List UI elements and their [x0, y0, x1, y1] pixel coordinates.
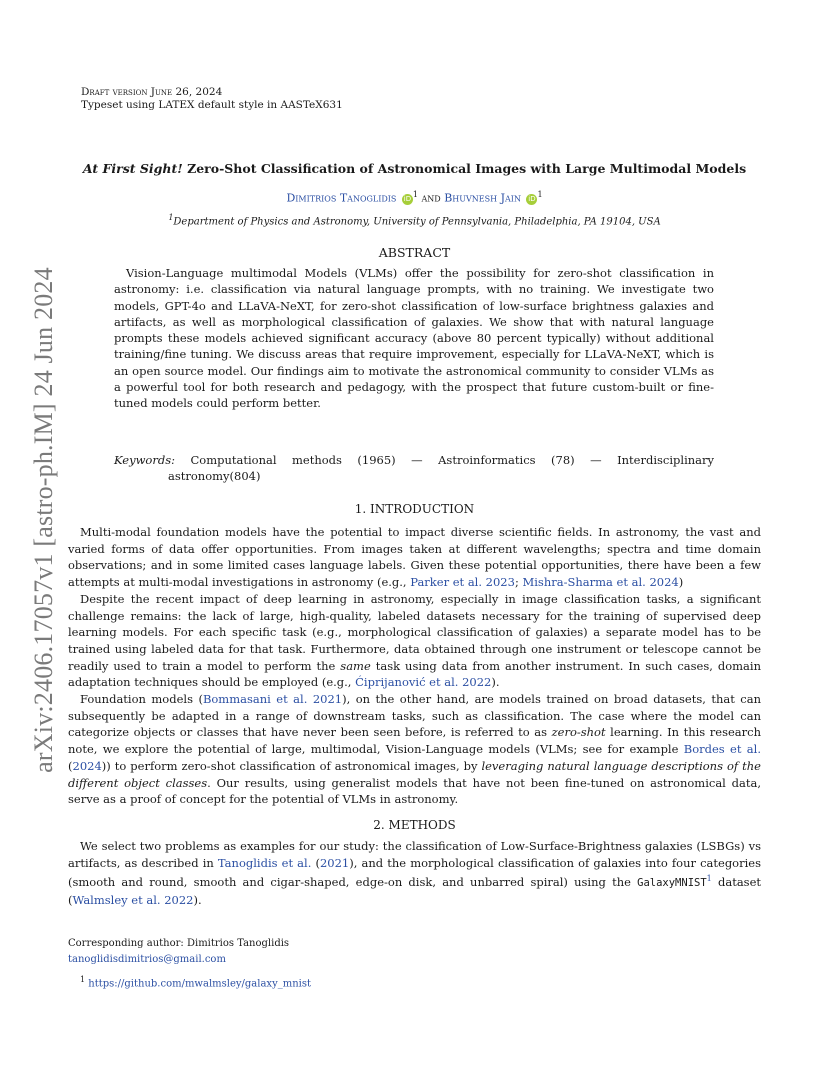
intro-paragraph: [68, 591, 761, 691]
section-heading-methods: 2. METHODS: [373, 818, 456, 832]
citation-link[interactable]: Parker et al. 2023: [410, 575, 515, 590]
intro-paragraph: [68, 691, 761, 808]
arxiv-stamp-text: arXiv:2406.17057v1 [astro-ph.IM] 24 Jun 2024: [29, 267, 58, 773]
emphasis: leveraging natural language descriptions of the different object classes: [68, 758, 761, 790]
dataset-name: GalaxyMNIST: [637, 877, 707, 890]
abstract-heading: ABSTRACT: [378, 245, 451, 260]
introduction-body: [68, 524, 761, 808]
author-list: [68, 190, 761, 205]
text-run: ).: [491, 675, 500, 690]
paper-title: [68, 161, 761, 176]
affiliation-sup: 1: [168, 213, 174, 222]
title-italic: At First Sight!: [82, 161, 183, 176]
section-heading-introduction: 1. INTRODUCTION: [354, 502, 475, 516]
author-affil-sup: 1: [412, 190, 419, 199]
methods-paragraph: [68, 838, 761, 909]
text-run: ).: [193, 892, 202, 907]
text-run: We select two problems as examples for our study: the classification of Low-Surface-Brightness galaxies (LSBGs) vs artifacts, as described in: [68, 839, 761, 870]
text-run: ;: [514, 575, 523, 590]
draft-header: [81, 86, 343, 112]
abstract-text: Vision-Language multimodal Models (VLMs) offer the possibility for zero-shot classification in astronomy: i.e. classification via natural language prompts, with no training. We investigate two models, GPT-4o and LLaVA-NeXT, for zero-shot classification of low-surface brightness galaxies and artifacts, as well as morphological classification of galaxies. We show that with natural language prompts these models achieved significant accuracy (above 80 percent typically) without additional training/fine tuning. We discuss areas that require improvement, especially for LLaVA-NeXT, which is an open source model. Our findings aim to motivate the astronomical community to consider VLMs as a powerful tool for both research and pedagogy, with the prospect that future custom-built or fine-tuned models could perform better.: [114, 266, 714, 411]
text-run: (: [68, 758, 73, 773]
keywords: [114, 452, 714, 485]
emphasis: same: [340, 658, 371, 673]
keywords-label: Keywords:: [114, 453, 175, 467]
text-run: . Our results, using generalist models that have not been fine-tuned on astronomical data, serve as a proof of concept for the potential of VLMs in astronomy.: [68, 775, 761, 807]
footnote-marker[interactable]: 1: [706, 874, 712, 884]
corresponding-author-label: Corresponding author: Dimitrios Tanoglidis: [68, 938, 290, 949]
draft-version: Draft version June 26, 2024: [81, 86, 223, 98]
author-and: and: [421, 191, 445, 205]
author-link-tanoglidis[interactable]: Dimitrios Tanoglidis: [286, 191, 397, 205]
emphasis: zero-shot: [551, 725, 606, 740]
methods-body: [68, 838, 761, 909]
corresponding-author: [68, 936, 289, 968]
text-run: (: [311, 855, 320, 870]
footnote: [80, 975, 311, 989]
text-run: learning. In this research note, we explore the potential of large, multimodal, Vision-Language models (VLMs; see for example: [68, 725, 761, 757]
citation-link[interactable]: 2021: [319, 855, 350, 870]
text-run: task using data from another instrument. In such cases, domain adaptation techniques should be employed (e.g.,: [68, 658, 762, 690]
citation-link[interactable]: Bommasani et al. 2021: [202, 692, 343, 707]
text-run: dataset (: [68, 875, 761, 907]
citation-link[interactable]: Bordes et al.: [683, 742, 761, 757]
text-run: ), on the other hand, are models trained on broad datasets, that can subsequently be adapted in a range of downstream tasks, such as classification. The case where the model can categorize objects or classes that have never been seen before, is referred to as: [68, 692, 762, 740]
typeset-line: Typeset using LATEX default style in AASTeX631: [81, 99, 343, 111]
citation-link[interactable]: 2024: [72, 758, 102, 773]
orcid-icon[interactable]: iD: [403, 194, 412, 203]
text-run: Despite the recent impact of deep learning in astronomy, especially in image classification tasks, a significant challenge remains: the lack of large, high-quality, labeled datasets necessary for the training of supervised deep learning models. For each specific task (e.g., morphological classification of galaxies) a separate model has to be trained using labeled data for that task. Furthermore, data obtained through one instrument or telescope cannot be readily used to train a model to perform the: [68, 591, 761, 673]
email-link[interactable]: tanoglidisdimitrios@gmail.com: [68, 954, 226, 965]
footnote-number: 1: [80, 975, 86, 984]
text-run: Foundation models (: [80, 692, 203, 707]
affiliation: [68, 213, 761, 227]
footnote-url-link[interactable]: https://github.com/mwalmsley/galaxy_mnist: [88, 978, 311, 990]
citation-link[interactable]: Mishra-Sharma et al. 2024: [522, 575, 679, 590]
affiliation-text: Department of Physics and Astronomy, University of Pennsylvania, Philadelphia, PA 19104, USA: [173, 216, 661, 228]
orcid-icon[interactable]: iD: [528, 194, 536, 203]
text-run: Multi-modal foundation models have the potential to impact diverse scientific fields. In astronomy, the vast and varied forms of data offer opportunities. From images taken at different wavelengths; spectra and time domain observations; and in some limited cases language labels. Given these potential opportunities, there have been a few attempts at multi-modal investigations in astronomy (e.g.,: [68, 525, 761, 590]
citation-link[interactable]: Ćiprijanović et al. 2022: [355, 675, 492, 690]
citation-link[interactable]: Walmsley et al. 2022: [72, 892, 194, 907]
keywords-text: Computational methods (1965) — Astroinformatics (78) — Interdisciplinary astronomy(804): [168, 453, 714, 484]
author-link-jain[interactable]: Bhuvnesh Jain: [444, 191, 521, 205]
intro-paragraph: [68, 524, 761, 591]
text-run: ), and the morphological classification of galaxies into four categories (smooth and round, smooth and cigar-shaped, edge-on disk, and unbarred spiral) using the: [68, 855, 761, 890]
author-affil-sup: 1: [537, 190, 543, 199]
citation-link[interactable]: Tanoglidis et al.: [217, 855, 312, 870]
text-run: ): [678, 575, 684, 590]
text-run: )) to perform zero-shot classification of astronomical images, by: [101, 758, 482, 773]
title-rest: Zero-Shot Classification of Astronomical Images with Large Multimodal Models: [182, 161, 747, 176]
